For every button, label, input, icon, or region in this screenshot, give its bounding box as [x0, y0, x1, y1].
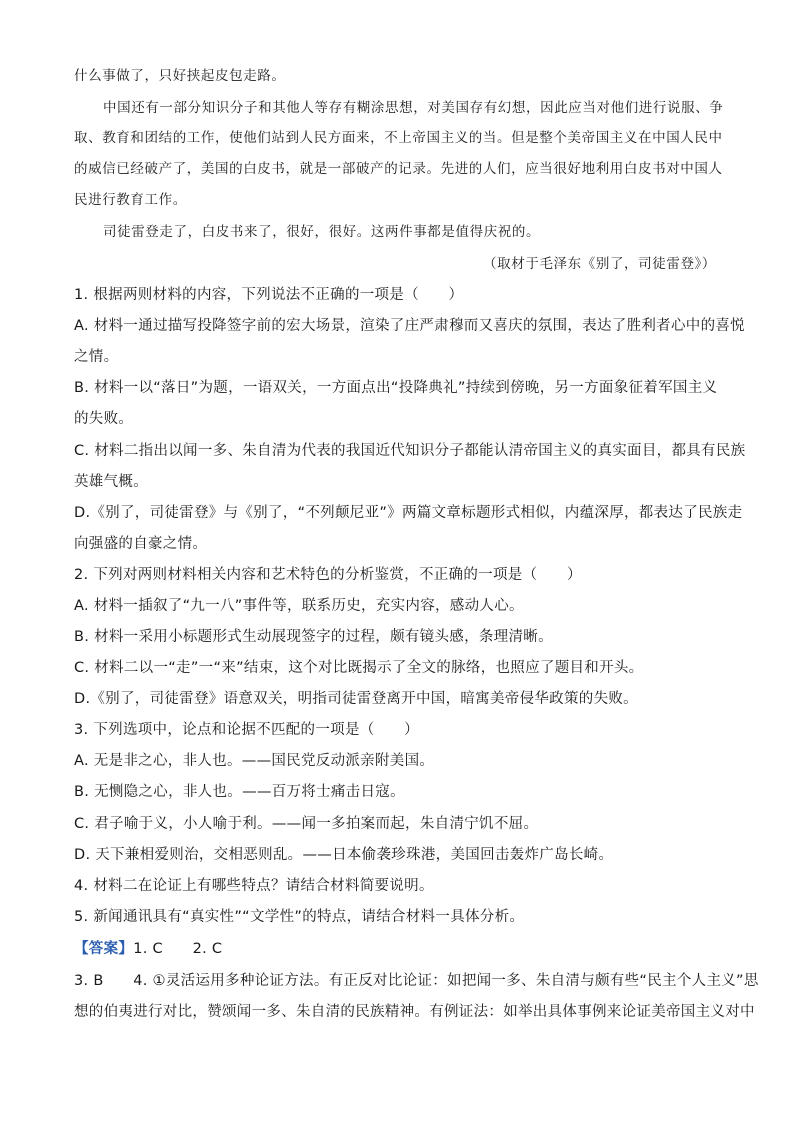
passage-paragraph-line: 取、教育和团结的工作，使他们站到人民方面来，不上帝国主义的当。但是整个美帝国主义在中国人民中	[74, 130, 723, 146]
question-2-option-b: B. 材料一采用小标题形式生动展现签字的过程，颇有镜头感，条理清晰。	[74, 629, 553, 645]
question-5-stem: 5. 新闻通讯具有“真实性”“文学性”的特点，请结合材料一具体分析。	[74, 909, 525, 925]
question-3-option-b: B. 无恻隐之心，非人也。——百万将士痛击日寇。	[74, 784, 405, 800]
question-1-option-a-cont: 之情。	[74, 349, 119, 365]
question-1-option-d-cont: 向强盛的自豪之情。	[74, 536, 208, 552]
question-1-option-d: D.《别了，司徒雷登》与《别了，“不列颠尼亚”》两篇文章标题形式相似，内蕴深厚，都表达了民族走	[74, 505, 743, 521]
passage-paragraph-line: 司徒雷登走了，白皮书来了，很好，很好。这两件事都是值得庆祝的。	[103, 224, 541, 240]
answer-tag: 【答案】	[74, 941, 134, 957]
question-1-stem: 1. 根据两则材料的内容，下列说法不正确的一项是（ ）	[74, 287, 464, 303]
question-1-option-a: A. 材料一通过描写投降签字前的宏大场景，渲染了庄严肃穆而又喜庆的氛围，表达了胜利者心中的喜悦	[74, 318, 745, 334]
passage-source: （取材于毛泽东《别了，司徒雷登》）	[483, 256, 716, 272]
question-2-option-d: D.《别了，司徒雷登》语意双关，明指司徒雷登离开中国，暗寓美帝侵华政策的失败。	[74, 691, 638, 707]
passage-paragraph-line: 民进行教育工作。	[74, 192, 187, 208]
answer-1-2: 1. C 2. C	[133, 941, 223, 957]
passage-paragraph-tail: 什么事做了，只好挟起皮包走路。	[74, 68, 286, 84]
question-1-option-c-cont: 英雄气概。	[74, 474, 148, 490]
question-3-option-c: C. 君子喻于义，小人喻于利。——闻一多拍案而起，朱自清宁饥不屈。	[74, 816, 539, 832]
answer-4-cont-line: 想的伯夷进行对比，赞颂闻一多、朱自清的民族精神。有例证法：如举出具体事例来论证美帝国主义对中	[74, 1004, 755, 1020]
question-3-stem: 3. 下列选项中，论点和论据不匹配的一项是（ ）	[74, 722, 419, 738]
answer-3-4-line: 3. B 4. ①灵活运用多种论证方法。有正反对比论证：如把闻一多、朱自清与颇有些“民主个人主义”思	[74, 973, 759, 989]
question-3-option-d: D. 天下兼相爱则治，交相恶则乱。——日本偷袭珍珠港，美国回击轰炸广岛长崎。	[74, 847, 614, 863]
question-1-option-b: B. 材料一以“落日”为题，一语双关，一方面点出“投降典礼”持续到傍晚，另一方面象征着军国主义	[74, 380, 718, 396]
passage-paragraph-line: 的威信已经破产了，美国的白皮书，就是一部破产的记录。先进的人们，应当很好地利用白皮书对中国人	[74, 161, 723, 177]
question-1-option-c: C. 材料二指出以闻一多、朱自清为代表的我国近代知识分子都能认清帝国主义的真实面目，都具有民族	[74, 443, 746, 459]
question-2-stem: 2. 下列对两则材料相关内容和艺术特色的分析鉴赏，不正确的一项是（ ）	[74, 567, 582, 583]
question-1-option-b-cont: 的失败。	[74, 411, 134, 427]
answer-line	[74, 939, 720, 959]
question-2-option-c: C. 材料二以一“走”一“来”结束，这个对比既揭示了全文的脉络，也照应了题目和开头。	[74, 660, 644, 676]
question-3-option-a: A. 无是非之心，非人也。——国民党反动派亲附美国。	[74, 753, 435, 769]
passage-paragraph-line: 中国还有一部分知识分子和其他人等存有糊涂思想，对美国存有幻想，因此应当对他们进行说服、争	[103, 100, 724, 116]
question-4-stem: 4. 材料二在论证上有哪些特点？请结合材料简要说明。	[74, 878, 434, 894]
question-2-option-a: A. 材料一插叙了“九一八”事件等，联系历史，充实内容，感动人心。	[74, 598, 524, 614]
